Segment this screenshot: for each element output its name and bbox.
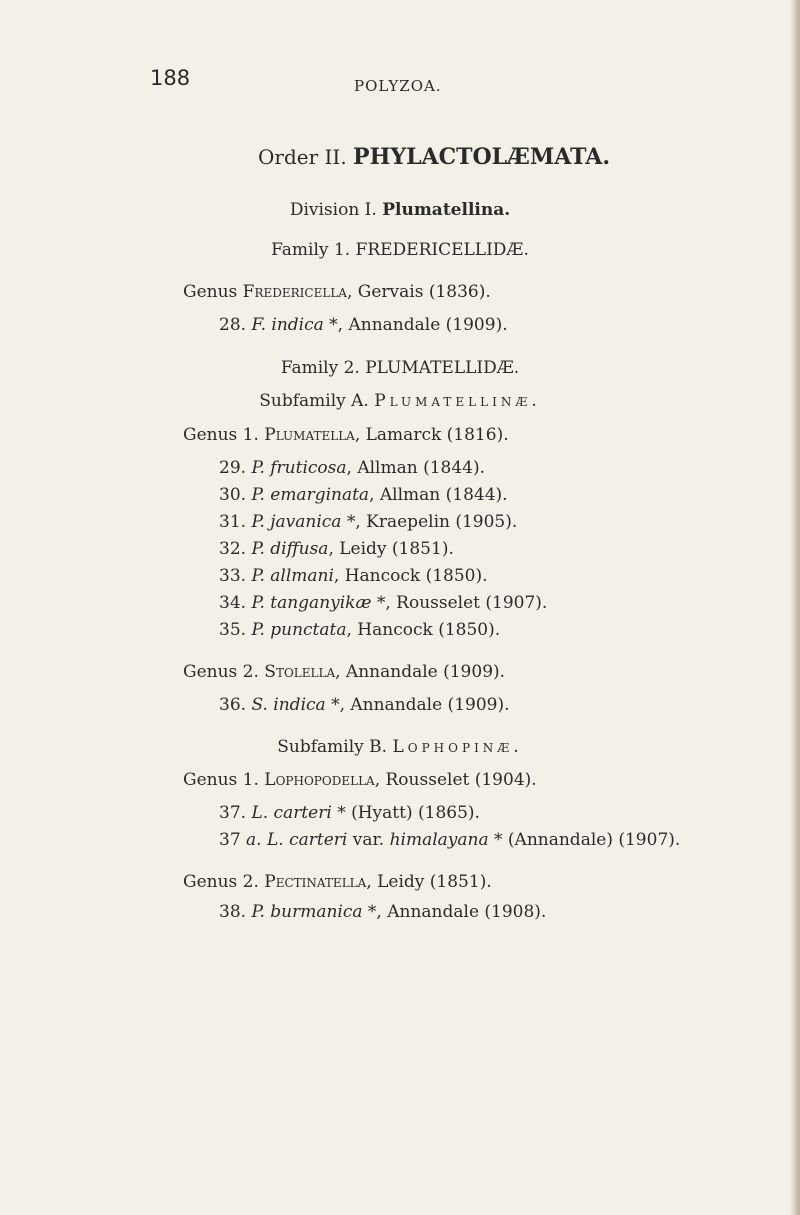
- species-authority: *, Annandale (1909).: [325, 695, 510, 715]
- species-31: [219, 512, 517, 532]
- species-number: 29.: [219, 458, 247, 478]
- species-38: [219, 902, 546, 922]
- species-authority: * (Hyatt) (1865).: [331, 803, 480, 823]
- species-number: 31.: [219, 512, 247, 532]
- variety-name: himalayana: [389, 830, 489, 850]
- genus-lophopodella: [183, 770, 537, 790]
- species-number: 34.: [219, 593, 247, 613]
- species-authority: * (Annandale) (1907).: [488, 830, 681, 850]
- species-authority: , Allman (1844).: [369, 485, 508, 505]
- species-number: 36.: [219, 695, 247, 715]
- species-name: P. javanica: [251, 512, 342, 532]
- species-name: S. indica: [251, 695, 326, 715]
- division-heading: [0, 200, 800, 220]
- species-number: 38.: [219, 902, 247, 922]
- species-37: [219, 803, 480, 823]
- order-prefix: Order II.: [258, 145, 347, 169]
- genus-name: Stolella: [264, 662, 336, 682]
- genus-plumatella: [183, 425, 509, 445]
- species-number: 37: [219, 830, 241, 850]
- species-number: 30.: [219, 485, 247, 505]
- species-authority: , Leidy (1851).: [328, 539, 454, 559]
- species-number: 37.: [219, 803, 247, 823]
- genus-name: Lophopodella: [264, 770, 375, 790]
- subfamily-a-heading: [0, 391, 800, 411]
- order-name: PHYLACTOLÆMATA.: [353, 144, 610, 170]
- species-35: [219, 620, 500, 640]
- genus-label: Genus: [183, 282, 238, 302]
- page-edge: [790, 0, 800, 1215]
- species-name: P. emarginata: [251, 485, 370, 505]
- genus-pectinatella: [183, 872, 492, 892]
- species-authority: *, Annandale (1908).: [362, 902, 547, 922]
- genus-authority: , Annandale (1909).: [335, 662, 506, 682]
- family-1-heading: Family 1. FREDERICELLIDÆ.: [271, 240, 529, 260]
- species-number: 33.: [219, 566, 247, 586]
- species-number: 35.: [219, 620, 247, 640]
- subfamily-b-heading: [0, 737, 800, 757]
- species-33: [219, 566, 488, 586]
- species-name: P. fruticosa: [251, 458, 347, 478]
- genus-authority: , Leidy (1851).: [366, 872, 492, 892]
- species-authority: *, Kraepelin (1905).: [341, 512, 518, 532]
- species-name: P. allmani: [251, 566, 334, 586]
- species-name: F. indica: [251, 315, 324, 335]
- species-name: P. punctata: [251, 620, 347, 640]
- genus-label: Genus 2.: [183, 662, 259, 682]
- species-authority: *, Rousselet (1907).: [371, 593, 548, 613]
- species-name: L. carteri: [267, 830, 348, 850]
- genus-authority: , Rousselet (1904).: [374, 770, 537, 790]
- page-number: 188: [150, 66, 191, 90]
- species-36: [219, 695, 510, 715]
- species-34: [219, 593, 547, 613]
- species-number: 28.: [219, 315, 247, 335]
- genus-authority: , Lamarck (1816).: [354, 425, 509, 445]
- subfamily-name: Plumatellinæ.: [374, 391, 541, 411]
- genus-authority: , Gervais (1836).: [346, 282, 491, 302]
- genus-label: Genus 1.: [183, 425, 259, 445]
- order-heading: [258, 145, 610, 169]
- variety-label: var.: [347, 830, 390, 850]
- genus-stolella: [183, 662, 505, 682]
- species-letter: a.: [246, 830, 262, 850]
- species-authority: , Hancock (1850).: [333, 566, 488, 586]
- species-37a: [219, 830, 680, 850]
- species-29: [219, 458, 485, 478]
- genus-name: Fredericella: [242, 282, 347, 302]
- species-name: P. burmanica: [251, 902, 363, 922]
- subfamily-prefix: Subfamily A.: [259, 391, 369, 411]
- species-30: [219, 485, 508, 505]
- family-2-heading: Family 2. PLUMATELLIDÆ.: [280, 358, 520, 378]
- division-prefix: Division I.: [289, 200, 377, 220]
- species-28: [219, 315, 508, 335]
- species-name: P. tanganyikæ: [251, 593, 372, 613]
- species-name: P. diffusa: [251, 539, 329, 559]
- subfamily-name: Lophopinæ.: [392, 737, 523, 757]
- species-authority: , Allman (1844).: [346, 458, 486, 478]
- genus-fredericella: [183, 282, 491, 302]
- genus-label: Genus 2.: [183, 872, 259, 892]
- genus-name: Plumatella: [264, 425, 355, 445]
- species-name: L. carteri: [251, 803, 332, 823]
- species-authority: , Hancock (1850).: [346, 620, 501, 640]
- genus-label: Genus 1.: [183, 770, 259, 790]
- subfamily-prefix: Subfamily B.: [277, 737, 388, 757]
- running-title: POLYZOA.: [354, 77, 442, 95]
- division-name: Plumatellina.: [382, 200, 511, 220]
- species-32: [219, 539, 454, 559]
- genus-name: Pectinatella: [264, 872, 367, 892]
- species-authority: *, Annandale (1909).: [323, 315, 508, 335]
- species-number: 32.: [219, 539, 247, 559]
